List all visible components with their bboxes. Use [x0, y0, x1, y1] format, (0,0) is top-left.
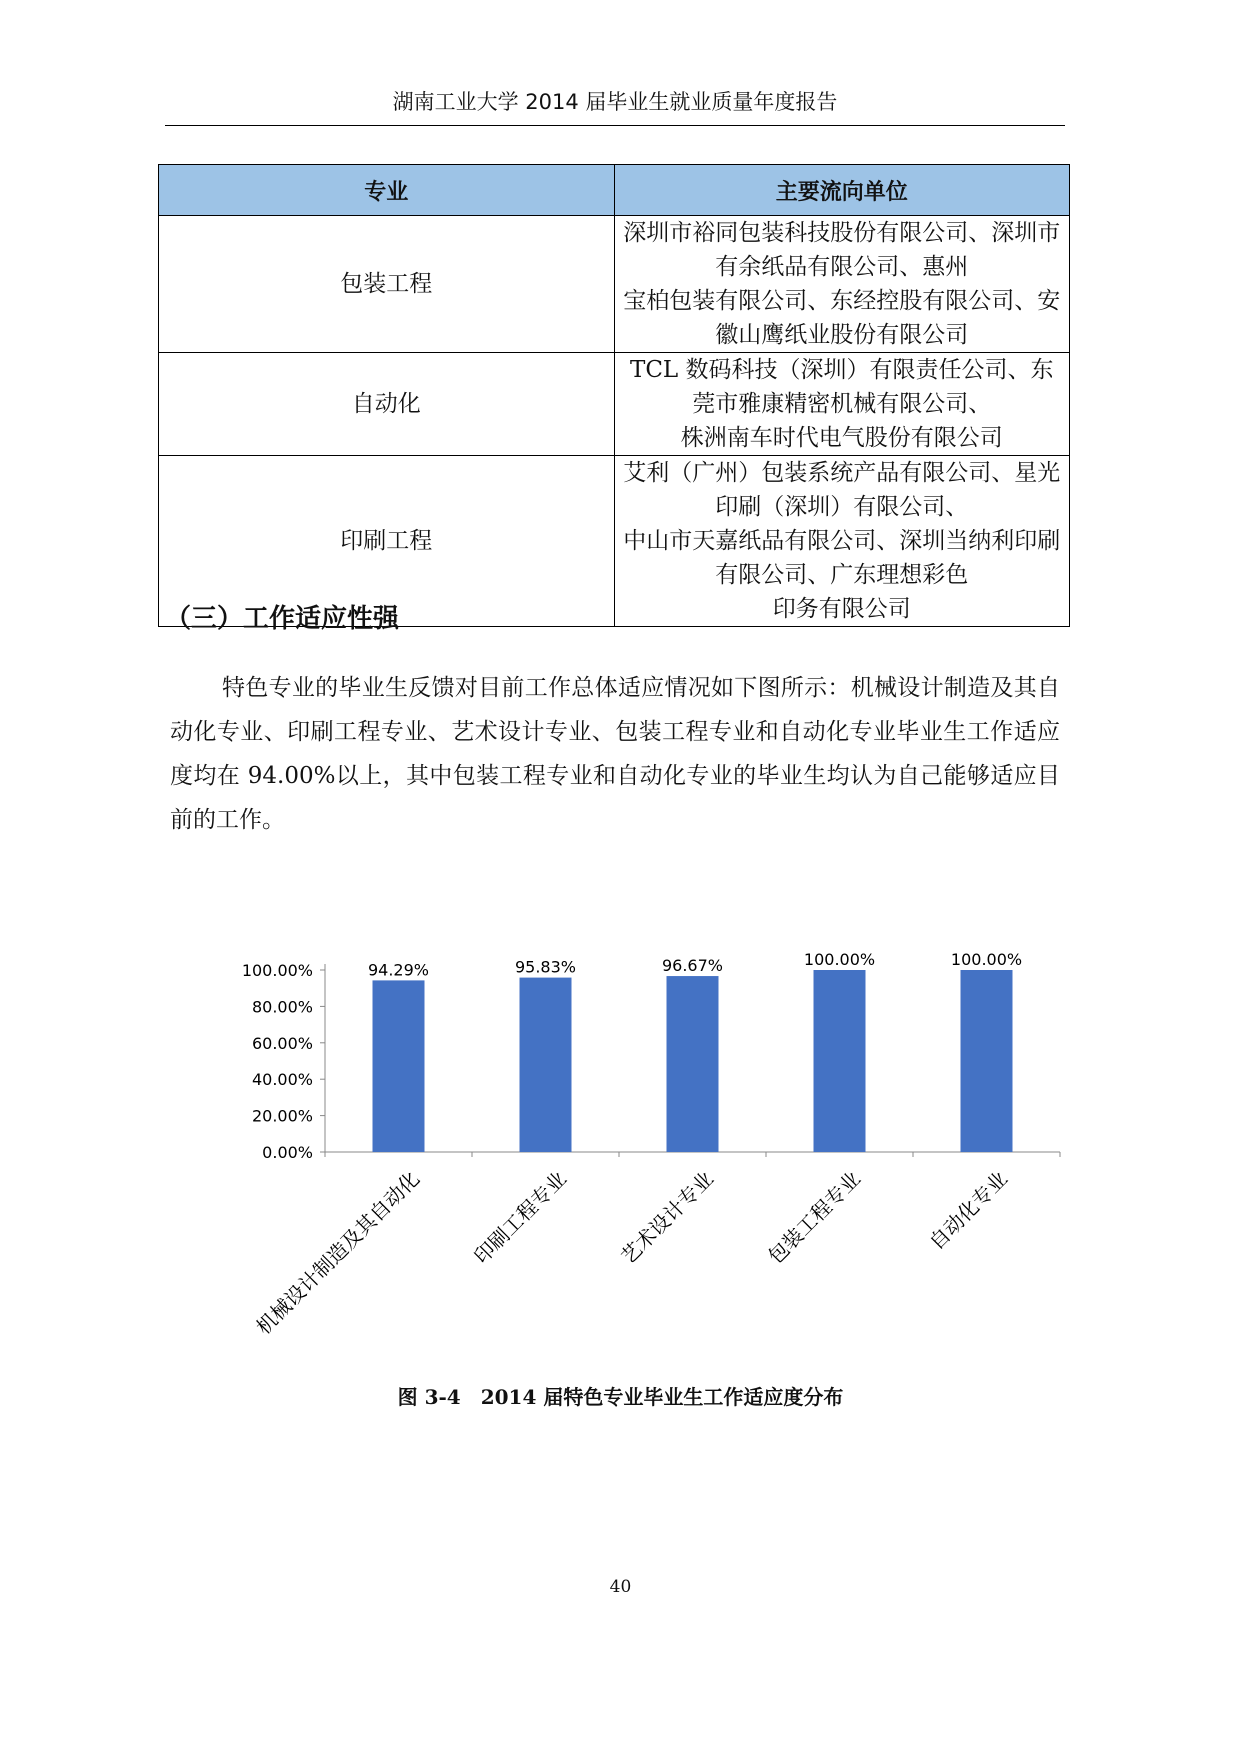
units-line: 株洲南车时代电气股份有限公司 — [680, 425, 1003, 451]
adaptability-bar-chart — [220, 890, 1070, 1370]
units-line: 中山市天嘉纸品有限公司、深圳当纳利印刷有限公司、广东理想彩色 — [623, 528, 1061, 588]
category-label: 印刷工程专业 — [469, 1166, 572, 1269]
y-tick-label: 40.00% — [251, 1070, 313, 1090]
section-title: （三）工作适应性强 — [165, 604, 400, 634]
table-header-row — [159, 165, 1070, 216]
data-label: 100.00% — [950, 950, 1023, 969]
page-number: 40 — [609, 1577, 632, 1597]
table-row — [159, 353, 1070, 456]
category-label: 机械设计制造及其自动化 — [251, 1166, 425, 1340]
category-label: 自动化专业 — [924, 1166, 1013, 1255]
major-cell: 包装工程 — [159, 216, 615, 353]
units-cell — [614, 456, 1070, 627]
category-label: 包装工程专业 — [763, 1166, 866, 1269]
y-tick-label: 80.00% — [251, 997, 313, 1017]
y-tick-label: 0.00% — [262, 1143, 313, 1162]
units-line: 艾利（广州）包装系统产品有限公司、星光印刷（深圳）有限公司、 — [623, 460, 1061, 520]
units-line: 深圳市裕同包装科技股份有限公司、深圳市有余纸品有限公司、惠州 — [623, 220, 1061, 280]
units-line: 印务有限公司 — [772, 596, 911, 622]
column-header-major: 专业 — [159, 165, 615, 216]
data-label: 96.67% — [661, 956, 724, 976]
y-tick-label: 20.00% — [251, 1106, 313, 1126]
employment-destination-table — [158, 164, 1070, 627]
units-cell — [614, 216, 1070, 353]
table-row — [159, 216, 1070, 353]
data-label: 94.29% — [367, 960, 430, 980]
data-label: 100.00% — [803, 950, 876, 969]
units-line: 宝柏包装有限公司、东经控股有限公司、安徽山鹰纸业股份有限公司 — [623, 288, 1061, 348]
units-cell — [614, 353, 1070, 456]
bar — [520, 978, 572, 1152]
category-label: 艺术设计专业 — [616, 1166, 719, 1269]
data-label: 95.83% — [514, 957, 577, 977]
major-cell: 自动化 — [159, 353, 615, 456]
column-header-units: 主要流向单位 — [614, 165, 1070, 216]
bar — [814, 970, 866, 1152]
bar — [373, 980, 425, 1152]
figure-caption: 图 3-4 2014 届特色专业毕业生工作适应度分布 — [397, 1385, 844, 1409]
bar — [961, 970, 1013, 1152]
major-cell: 印刷工程 — [159, 456, 615, 627]
header-rule — [165, 125, 1065, 126]
y-tick-label: 100.00% — [241, 961, 313, 980]
y-tick-label: 60.00% — [251, 1033, 313, 1053]
units-line: TCL 数码科技（深圳）有限责任公司、东莞市雅康精密机械有限公司、 — [629, 357, 1054, 417]
page-header: 湖南工业大学 2014 届毕业生就业质量年度报告 — [392, 90, 838, 114]
bar — [667, 976, 719, 1152]
body-paragraph: 特色专业的毕业生反馈对目前工作总体适应情况如下图所示：机械设计制造及其自动化专业、印刷工程专业、艺术设计专业、包装工程专业和自动化专业毕业生工作适应度均在 94.00%以上，其中包装工程专业和自动化专业的毕业生均认为自己能够适应目前的工作。 — [170, 675, 1060, 833]
